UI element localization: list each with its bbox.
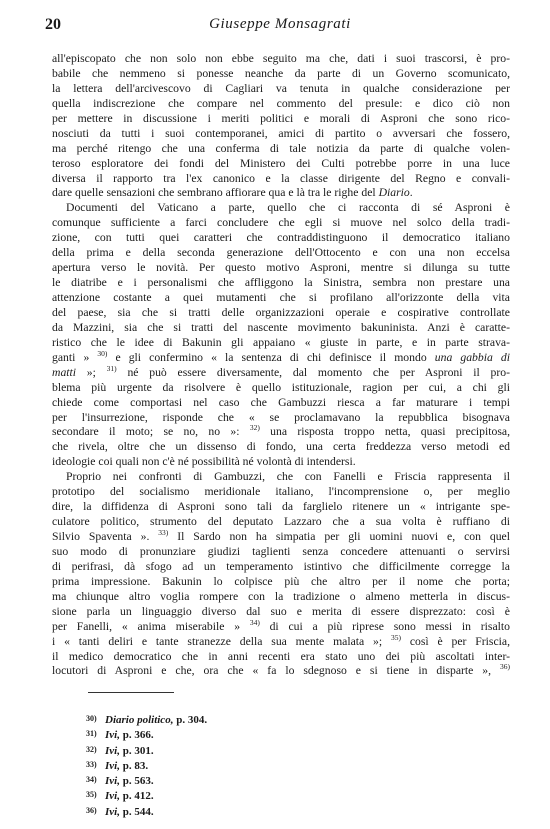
- footnote-reference: Ivi,: [105, 744, 120, 757]
- text-line: Proprio nei confronti di Gambuzzi, che con Fanelli e Friscia rappresenta il: [66, 470, 510, 484]
- text-line: i « tanti deliri e tante stranezze della sua mente malata »; $^{35)}$ così è per Friscia,: [52, 634, 510, 648]
- text-line: babile che nemmeno si ponesse neanche da parte di un Governo scomunicato,: [52, 66, 510, 80]
- text-line: ganti » $^{30)}$ e gli confermino « la sentenza di chi definisce il mondo una gabbia di: [52, 350, 510, 364]
- footnote: [86, 772, 386, 787]
- footnote: [86, 757, 386, 772]
- footnote: [86, 726, 386, 741]
- text-line: per mettere in discussione i meriti politici e morali di Asproni che sono rico-: [52, 111, 510, 125]
- footnote-page: p. 301.: [122, 744, 154, 757]
- footnotes: [86, 711, 386, 818]
- footnote-reference: Ivi,: [105, 775, 120, 788]
- text-line: le diatribe e i personalismi che affliggono la Sinistra, sembra non prestare una: [52, 276, 510, 290]
- footnote-number: 33): [86, 759, 97, 769]
- text-line: sione parla un linguaggio diverso dal suo e merita di essere disprezzato: così è: [52, 604, 510, 618]
- paragraph: [52, 470, 510, 679]
- footnote-reference: Diario politico,: [105, 714, 174, 726]
- text-line: zione, con tutti quei caratteri che contraddistinguono il democratico italiano: [52, 231, 510, 245]
- text-line: matti »; $^{31)}$ né può essere diversamente, dal momento che per Asproni il pro-: [52, 365, 510, 379]
- text-line: comunque sufficiente a farci concludere che egli si muove nel solco della tradi-: [52, 216, 510, 230]
- footnote-page: p. 83.: [122, 759, 149, 772]
- text-line: per Fanelli, « anima miserabile » $^{34)}$ di cui a più riprese sono messi in risalto: [52, 619, 510, 633]
- text-line: teroso esploratore dei fondi del Ministero dei Culti potrebbe porre in una luce: [52, 156, 510, 170]
- footnote: [86, 787, 386, 802]
- footnote: [86, 711, 386, 726]
- text-line: blema più urgente da risolvere è quello istituzionale, ragion per cui, a chi gli: [52, 380, 510, 394]
- page-header: [45, 16, 515, 40]
- text-line: ma chiunque altro voglia rompere con la tradizione o almeno metterla in discus-: [52, 589, 510, 603]
- text-line: Silvio Spaventa ». $^{33)}$ Il Sardo non ha simpatia per gli uomini nuovi e, con quel: [52, 530, 510, 543]
- running-title: Giuseppe Monsagrati: [209, 16, 351, 32]
- text-line: ristico che le idee di Bakunin gli appaiano « giuste in parte, e in parte strava-: [52, 335, 510, 349]
- footnote-reference: Ivi,: [105, 729, 120, 742]
- text-line: per l'insurrezione, risponde che « se proclamavano la repubblica bisognava: [52, 410, 510, 424]
- footnote-page: p. 366.: [122, 729, 154, 742]
- footnote-reference: Ivi,: [105, 805, 120, 818]
- page-number: 20: [45, 16, 61, 33]
- text-line: la lettera dell'arcivescovo di Cagliari va tenuta in qualche considerazione per: [52, 81, 510, 95]
- paragraph: [52, 201, 510, 470]
- footnote: [86, 803, 386, 818]
- text-line: suo modo di pronunziare giudizi taglienti senza concedere attenuanti o servirsi: [52, 544, 510, 558]
- footnote-reference: Ivi,: [105, 790, 120, 803]
- text-line: secondare il moto; se no, no »: $^{32)}$ una risposta troppo netta, quasi precipitosa,: [52, 425, 510, 439]
- footnote-page: p. 304.: [176, 714, 208, 726]
- text-line: della prima e della seconda generazione dell'Ottocento e con una non eccelsa: [52, 246, 510, 260]
- footnote-page: p. 563.: [122, 775, 154, 788]
- text-line: diversa il rapporto tra l'ex canonico e la classe dirigente del Regno e convali-: [52, 171, 510, 185]
- text-line: dare quelle sensazioni che sembrano affiorare qua e là tra le righe del Diario.: [52, 186, 413, 200]
- footnote-separator: [88, 692, 174, 693]
- text-line: che rivela, oltre che un dissenso di fondo, una certa freddezza verso metodi ed: [52, 440, 510, 454]
- footnote: [86, 742, 386, 757]
- text-line: nosciuti da tutti i suoi contemporanei, amici di partito o avversari che fossero,: [52, 126, 510, 140]
- body-text: [52, 52, 510, 679]
- text-line: attenzione costante a quei mutamenti che si profilano all'orizzonte della vita: [52, 291, 510, 304]
- text-line: prima impressione. Bakunin lo colpisce più che altro per il nome che porta;: [52, 574, 510, 588]
- text-line: prototipo del socialismo meridionale italiano, l'incomprensione o, per meglio: [52, 485, 510, 499]
- text-line: dire, la diffidenza di Asproni sono tali da farglielo ritenere un « intrigante spe-: [52, 500, 510, 514]
- text-line: locutori di Asproni e che, ora che « fa lo sdegnoso e si tiene in disparte », $^{36)}$: [52, 664, 510, 678]
- footnote-reference: Ivi,: [105, 759, 120, 772]
- text-line: il medico democratico che in anni recenti era stato uno dei più ascoltati inter-: [52, 649, 510, 663]
- text-line: chiede come comportasi nel caso che Gambuzzi riesca a far maturare i tempi: [52, 395, 510, 409]
- footnote-number: 35): [86, 790, 97, 800]
- text-line: del paese, sia che si tratti delle organizzazioni operaie e cospirative controllate: [52, 305, 510, 319]
- footnote-number: 32): [86, 744, 97, 754]
- text-line: all'episcopato che non solo non ebbe seguito ma che, dati i suoi trascorsi, è pro-: [52, 52, 510, 65]
- text-line: culatore politico, strumento del deputato Lazzaro che a sua volta è ruffiano di: [52, 515, 510, 529]
- text-line: ideologie coi quali non c'è né possibilità né volontà di intendersi.: [52, 455, 356, 469]
- text-line: Documenti del Vaticano a parte, quello che ci racconta di sé Asproni è: [66, 201, 510, 215]
- footnote-page: p. 412.: [122, 790, 154, 803]
- footnote-number: 30): [86, 714, 97, 723]
- text-line: da Mazzini, sia che si tratti del nascente movimento bakuninista. Anzi è caratte-: [52, 320, 510, 334]
- text-line: apertura verso le novità. Per questo motivo Asproni, mentre si dilunga su tutte: [52, 261, 510, 275]
- text-line: quella indiscrezione che compare nel commento del presule: e dico ciò non: [52, 96, 510, 110]
- footnote-page: p. 544.: [122, 805, 154, 818]
- footnote-number: 31): [86, 729, 97, 739]
- paragraph: [52, 52, 510, 201]
- footnote-number: 34): [86, 775, 97, 785]
- text-line: ma perché ritengo che una conferma di tale notizia da parte di qualche volen-: [52, 141, 510, 155]
- paragraphs: [52, 52, 510, 679]
- text-line: di perifrasi, dà sfogo ad un temperamento istintivo che difficilmente corregge la: [52, 559, 510, 573]
- footnote-number: 36): [86, 805, 97, 815]
